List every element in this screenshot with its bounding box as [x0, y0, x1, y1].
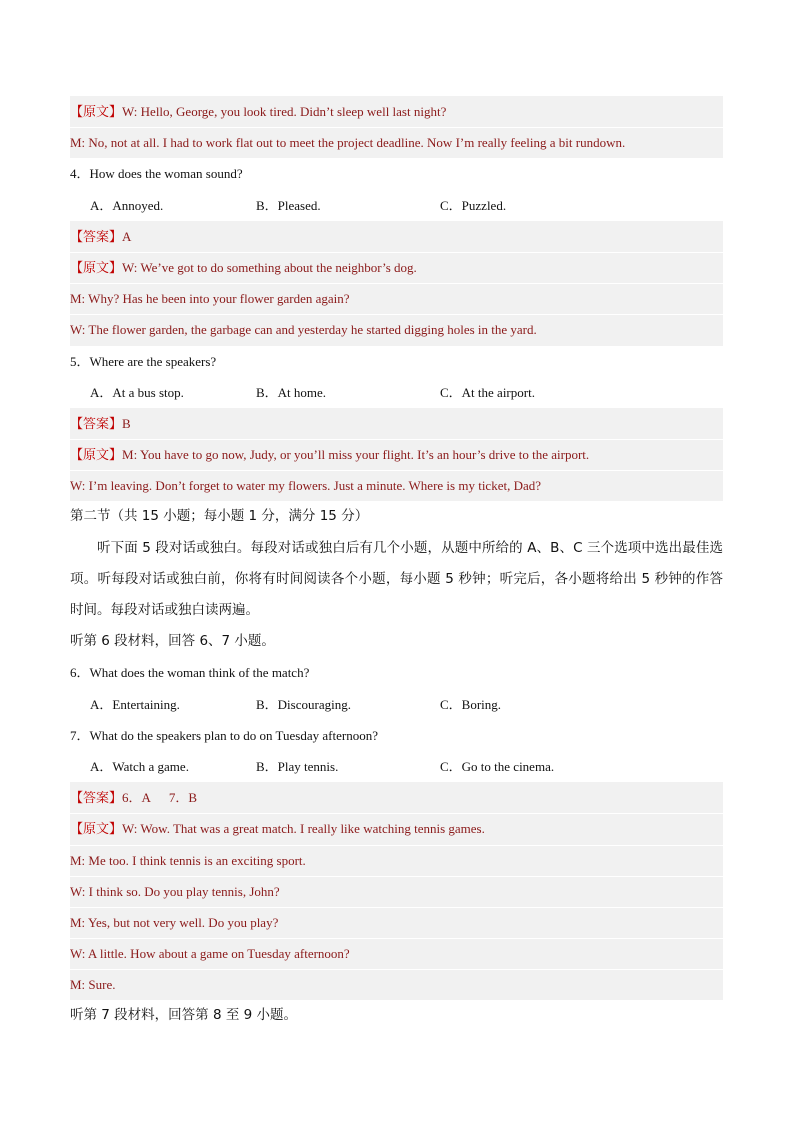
option-b: B．At home.	[256, 384, 327, 400]
option-b: B．Pleased.	[256, 197, 321, 213]
transcript-line	[70, 813, 723, 844]
transcript-line	[70, 907, 723, 938]
transcript-line	[70, 470, 723, 501]
transcript-line	[70, 876, 723, 907]
transcript-line	[70, 252, 723, 283]
transcript-text: W: The flower garden, the garbage can and yesterday he started digging holes in the yard.	[70, 322, 537, 338]
option-a: A．At a bus stop.	[90, 384, 184, 400]
section-heading: 第二节（共 15 小题；每小题 1 分，满分 15 分）	[70, 508, 369, 525]
answer-tag: 【答案】	[70, 229, 123, 245]
option-b: B．Play tennis.	[256, 758, 339, 774]
transcript-text: M: You have to go now, Judy, or you’ll miss your flight. It’s an hour’s drive to the airport.	[122, 447, 590, 463]
question-6-options	[70, 689, 723, 720]
transcript-line	[70, 439, 723, 470]
transcript-text: M: Sure.	[70, 977, 116, 993]
answer-tag: 【答案】	[70, 416, 123, 432]
transcript-line	[70, 845, 723, 876]
answer-value: B	[122, 415, 131, 431]
answer-value-7: 7．B	[168, 790, 198, 806]
answer-value-6: 6．A	[122, 790, 151, 806]
question-6: 6．What does the woman think of the match?	[70, 665, 310, 681]
option-c: C．At the airport.	[440, 384, 535, 400]
option-c: C．Go to the cinema.	[440, 758, 555, 774]
option-c: C．Puzzled.	[440, 197, 507, 213]
section-instructions: 听下面 5 段对话或独白。每段对话或独白后有几个小题，从题中所给的 A、B、C 三个选项中选出最佳选项。听每段对话或独白前，你将有时间阅读各个小题，每小题 5 秒钟；听完后，各小题将给出 5 秒钟的作答时间。每段对话或独白读两遍。	[70, 539, 723, 619]
question-4: 4．How does the woman sound?	[70, 166, 243, 182]
transcript-tag: 【原文】	[70, 105, 123, 120]
option-a: A．Annoyed.	[90, 197, 164, 213]
transcript-text: W: We’ve got to do something about the neighbor’s dog.	[122, 259, 417, 275]
transcript-line	[70, 314, 723, 345]
option-b: B．Discouraging.	[256, 696, 351, 712]
answer-line	[70, 408, 723, 439]
transcript-text: W: A little. How about a game on Tuesday afternoon?	[70, 946, 350, 962]
question-7-options	[70, 751, 723, 782]
material-6-heading: 听第 6 段材料，回答 6、7 小题。	[70, 633, 275, 650]
option-a: A．Watch a game.	[90, 758, 189, 774]
answer-value: A	[122, 228, 132, 244]
answer-line	[70, 782, 723, 813]
transcript-text: M: Why? Has he been into your flower garden again?	[70, 291, 350, 307]
option-a: A．Entertaining.	[90, 696, 180, 712]
transcript-line	[70, 127, 723, 158]
answer-line	[70, 221, 723, 252]
transcript-line	[70, 969, 723, 1000]
transcript-text: M: Yes, but not very well. Do you play?	[70, 914, 279, 930]
question-4-options	[70, 190, 723, 221]
question-5-options	[70, 377, 723, 408]
question-5: 5．Where are the speakers?	[70, 353, 217, 369]
transcript-text: W: I think so. Do you play tennis, John?	[70, 883, 280, 899]
transcript-text: W: Hello, George, you look tired. Didn’t sleep well last night?	[122, 104, 447, 119]
answer-tag: 【答案】	[70, 791, 123, 807]
transcript-tag: 【原文】	[70, 260, 123, 276]
document-page	[70, 96, 723, 1032]
option-c: C．Boring.	[440, 696, 502, 712]
transcript-line	[70, 96, 723, 127]
transcript-text: W: Wow. That was a great match. I really like watching tennis games.	[122, 821, 485, 837]
transcript-text: M: Me too. I think tennis is an exciting sport.	[70, 852, 306, 868]
material-7-heading: 听第 7 段材料，回答第 8 至 9 小题。	[70, 1007, 298, 1024]
transcript-tag: 【原文】	[70, 822, 123, 838]
transcript-tag: 【原文】	[70, 448, 123, 464]
transcript-line	[70, 938, 723, 969]
transcript-text: M: No, not at all. I had to work flat out to meet the project deadline. Now I’m really feeling a bit rundown.	[70, 135, 626, 151]
transcript-text: W: I’m leaving. Don’t forget to water my flowers. Just a minute. Where is my ticket, Dad?	[70, 478, 542, 494]
transcript-line	[70, 283, 723, 314]
question-7: 7．What do the speakers plan to do on Tuesday afternoon?	[70, 727, 378, 743]
